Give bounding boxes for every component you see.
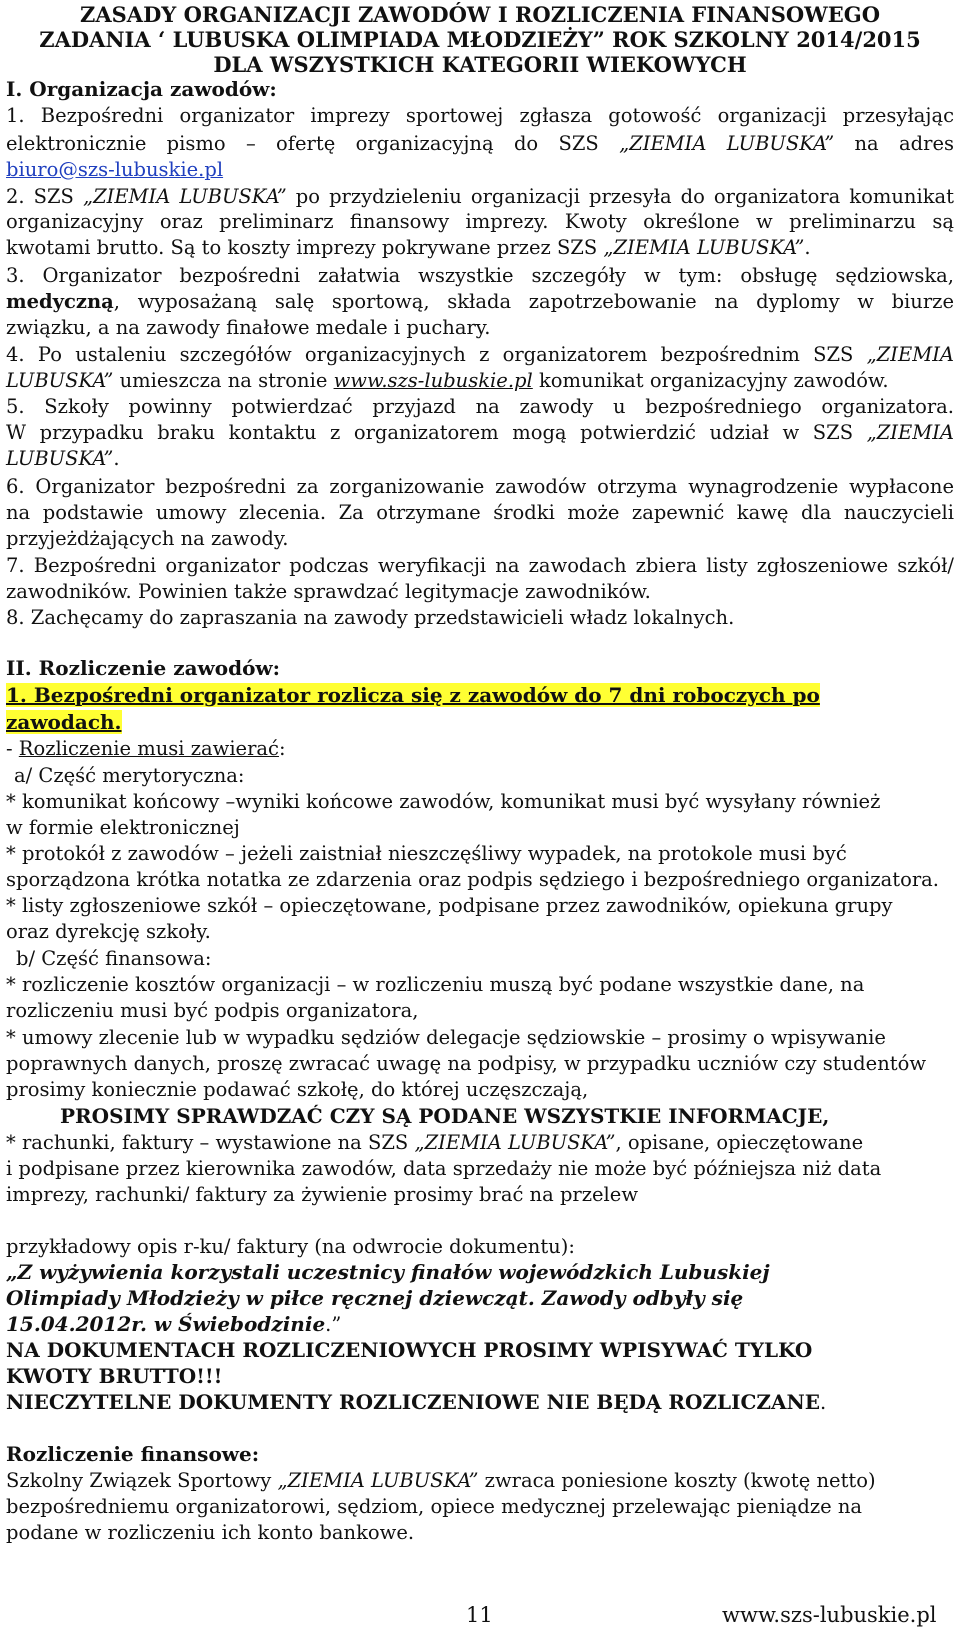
footer-website: www.szs-lubuskie.pl xyxy=(722,1603,937,1627)
sample-line-1: „Z wyżywienia korzystali uczestnicy finałów wojewódzkich Lubuskiej xyxy=(6,1260,770,1284)
s1-p1-line-3 xyxy=(6,157,223,182)
s2-b-line-5: prosimy koniecznie podawać szkołę, do której uczęszczają, xyxy=(6,1078,589,1101)
s2-b-line-8: imprezy, rachunki/ faktury za żywienie prosimy brać na przelew xyxy=(6,1183,639,1206)
check-all-info-notice: PROSIMY SPRAWDZAĆ CZY SĄ PODANE WSZYSTKIE INFORMACJE, xyxy=(60,1104,830,1128)
gross-notice-line-1: NA DOKUMENTACH ROZLICZENIOWYCH PROSIMY WPISYWAĆ TYLKO xyxy=(6,1338,813,1362)
sample-line-3: 15.04.2012r. w Świebodzinie.” xyxy=(6,1312,342,1336)
s2-a-line-5: * listy zgłoszeniowe szkół – opieczętowane, podpisane przez zawodników, opiekuna grupy xyxy=(6,894,893,917)
s2-a-heading: a/ Część merytoryczna: xyxy=(14,764,245,787)
s1-p5-line-2: W przypadku braku kontaktu z organizatorem mogą potwierdzić udział w SZS „ZIEMIA xyxy=(6,421,954,444)
s1-p2-line-1: 2. SZS „ZIEMIA LUBUSKA” po przydzieleniu organizacji przesyła do organizatora komunikat xyxy=(6,185,954,208)
s2-b-line-2: rozliczeniu musi być podpis organizatora, xyxy=(6,999,419,1022)
s2-a-line-2: w formie elektronicznej xyxy=(6,816,240,839)
s3-line-2: bezpośredniemu organizatorowi, sędziom, opiece medycznej przelewając pieniądze na xyxy=(6,1495,863,1518)
s1-p8: 8. Zachęcamy do zapraszania na zawody przedstawicieli władz lokalnych. xyxy=(6,606,735,629)
s2-b-heading: b/ Część finansowa: xyxy=(16,947,212,970)
s2-b-line-1: * rozliczenie kosztów organizacji – w rozliczeniu muszą być podane wszystkie dane, na xyxy=(6,973,865,996)
s3-line-1: Szkolny Związek Sportowy „ZIEMIA LUBUSKA” zwraca poniesione koszty (kwotę netto) xyxy=(6,1469,876,1492)
s1-p1-line-2: elektronicznie pismo – ofertę organizacyjną do SZS „ZIEMIA LUBUSKA” na adres xyxy=(6,132,954,155)
website-link[interactable]: www.szs-lubuskie.pl xyxy=(333,369,533,392)
s1-p6-line-3: przyjeżdżających na zawody. xyxy=(6,527,289,550)
s1-p5-line-1: 5. Szkoły powinny potwierdzać przyjazd na zawody u bezpośredniego organizatora. xyxy=(6,395,954,418)
s1-p3-line-1: 3. Organizator bezpośredni załatwia wszystkie szczegóły w tym: obsługę sędziowska, xyxy=(6,264,954,287)
s1-p6-line-2: na podstawie umowy zlecenia. Za otrzymane środki może zapewnić kawę dla nauczycieli xyxy=(6,501,954,524)
doc-title-line-1: ZASADY ORGANIZACJI ZAWODÓW I ROZLICZENIA FINANSOWEGO xyxy=(79,2,880,27)
section-3-heading: Rozliczenie finansowe: xyxy=(6,1442,260,1466)
section-2-heading: II. Rozliczenie zawodów: xyxy=(6,656,281,680)
s3-line-3: podane w rozliczeniu ich konto bankowe. xyxy=(6,1521,415,1544)
s1-p2-line-2: organizacyjny oraz preliminarz finansowy imprezy. Kwoty określone w preliminarzu są xyxy=(6,210,954,233)
doc-title-line-3: DLA WSZYSTKICH KATEGORII WIEKOWYCH xyxy=(213,52,747,77)
s1-p3-line-2: medyczną, wyposażaną salę sportową, składa zapotrzebowanie na dyplomy w biurze xyxy=(6,290,954,313)
s2-b-line-6: * rachunki, faktury – wystawione na SZS „ZIEMIA LUBUSKA”, opisane, opieczętowane xyxy=(6,1131,864,1154)
s1-p4-line-1: 4. Po ustaleniu szczegółów organizacyjnych z organizatorem bezpośrednim SZS „ZIEMIA xyxy=(6,343,954,366)
gross-notice-line-2: KWOTY BRUTTO!!! xyxy=(6,1364,223,1388)
doc-title-line-2: ZADANIA ‘ LUBUSKA OLIMPIADA MŁODZIEŻY” ROK SZKOLNY 2014/2015 xyxy=(39,27,921,52)
s2-highlight-line-2: zawodach. xyxy=(6,710,122,734)
s2-a-line-1: * komunikat końcowy –wyniki końcowe zawodów, komunikat musi być wysyłany również xyxy=(6,790,881,813)
s2-a-line-4: sporządzona krótka notatka ze zdarzenia oraz podpis sędziego i bezpośredniego organizatora. xyxy=(6,868,940,891)
s1-p7-line-2: zawodników. Powinien także sprawdzać legitymacje zawodników. xyxy=(6,580,651,603)
s1-p4-line-2: LUBUSKA” umieszcza na stronie www.szs-lubuskie.pl komunikat organizacyjny zawodów. xyxy=(6,369,889,392)
email-link[interactable]: biuro@szs-lubuskie.pl xyxy=(6,158,224,181)
page-number: 11 xyxy=(466,1603,493,1627)
s2-highlight-line-1: 1. Bezpośredni organizator rozlicza się z zawodów do 7 dni roboczych po xyxy=(6,683,820,707)
s2-b-line-4: poprawnych danych, proszę zwracać uwagę na podpisy, w przypadku uczniów czy studentów xyxy=(6,1052,927,1075)
s1-p2-line-3: kwotami brutto. Są to koszty imprezy pokrywane przez SZS „ZIEMIA LUBUSKA”. xyxy=(6,236,811,259)
sample-label: przykładowy opis r-ku/ faktury (na odwrocie dokumentu): xyxy=(6,1235,575,1258)
s2-a-line-3: * protokół z zawodów – jeżeli zaistniał nieszczęśliwy wypadek, na protokole musi być xyxy=(6,842,847,865)
s2-b-line-3: * umowy zlecenie lub w wypadku sędziów delegacje sędziowskie – prosimy o wpisywanie xyxy=(6,1026,886,1049)
s1-p7-line-1: 7. Bezpośredni organizator podczas weryfikacji na zawodach zbiera listy zgłoszeniowe szkół/ xyxy=(6,554,954,577)
section-1-heading: I. Organizacja zawodów: xyxy=(6,77,277,101)
s1-p3-line-3: związku, a na zawody finałowe medale i puchary. xyxy=(6,316,491,339)
sample-line-2: Olimpiady Młodzieży w piłce ręcznej dziewcząt. Zawody odbyły się xyxy=(6,1286,744,1310)
s2-must-contain: - Rozliczenie musi zawierać: xyxy=(6,737,286,760)
s1-p6-line-1: 6. Organizator bezpośredni za zorganizowanie zawodów otrzyma wynagrodzenie wypłacone xyxy=(6,475,954,498)
s2-a-line-6: oraz dyrekcję szkoły. xyxy=(6,920,211,943)
s2-b-line-7: i podpisane przez kierownika zawodów, data sprzedaży nie może być późniejsza niż data xyxy=(6,1157,882,1180)
s1-p5-line-3: LUBUSKA”. xyxy=(6,447,120,470)
s1-p1-line-1: 1. Bezpośredni organizator imprezy sportowej zgłasza gotowość organizacji przesyłając xyxy=(6,104,954,127)
illegible-notice: NIECZYTELNE DOKUMENTY ROZLICZENIOWE NIE BĘDĄ ROZLICZANE. xyxy=(6,1390,827,1414)
